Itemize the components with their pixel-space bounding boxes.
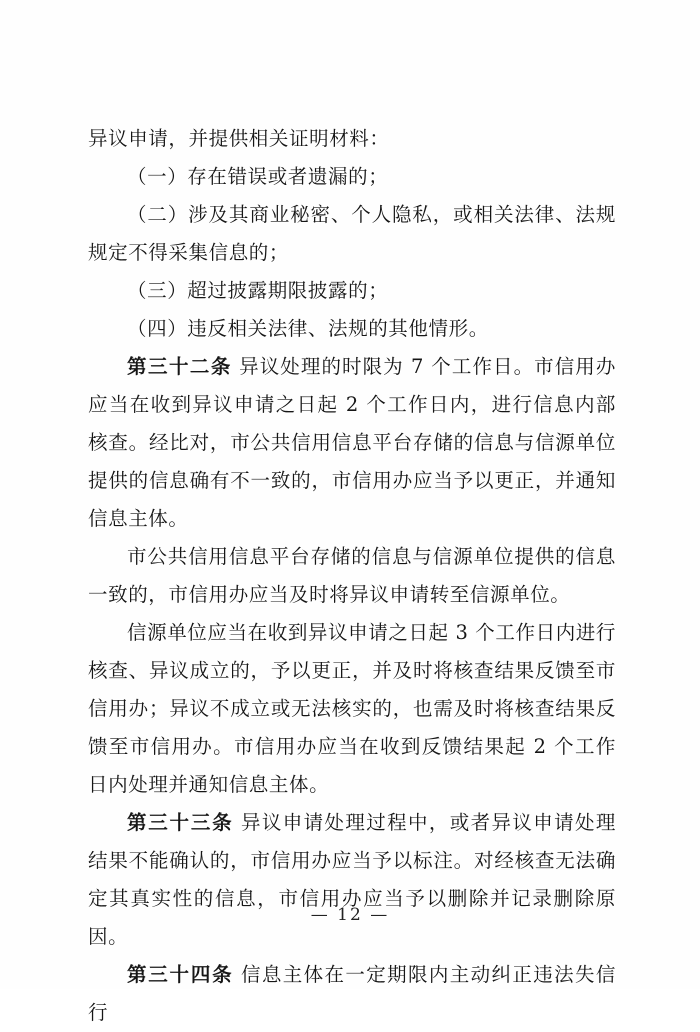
article-heading-34: 第三十四条: [127, 963, 234, 986]
paragraph-8: [88, 614, 616, 804]
paragraph-text: 市公共信用信息平台存储的信息与信源单位提供的信息一致的，市信用办应当及时将异议申请转至信源单位。: [88, 545, 616, 606]
paragraph-text: 异议处理的时限为 7 个工作日。市信用办应当在收到异议申请之日起 2 个工作日内，进行信息内部核查。经比对，市公共信用信息平台存储的信息与信源单位提供的信息确有不一致的，市信用办应当予以更正，并通知信息主体。: [88, 355, 616, 530]
paragraph-text: （二）涉及其商业秘密、个人隐私，或相关法律、法规规定不得采集信息的；: [88, 203, 616, 264]
paragraph-2: [88, 158, 616, 196]
page-number: — 12 —: [310, 905, 390, 925]
paragraph-text: （一）存在错误或者遗漏的；: [127, 165, 389, 188]
paragraph-1: [88, 120, 616, 158]
paragraph-4: [88, 272, 616, 310]
paragraph-text: 异议申请处理过程中，或者异议申请处理结果不能确认的，市信用办应当予以标注。对经核查无法确定其真实性的信息，市信用办应当予以删除并记录删除原因。: [88, 811, 616, 948]
document-body: [88, 120, 616, 1032]
paragraph-text: （四）违反相关法律、法规的其他情形。: [127, 317, 489, 340]
paragraph-9: [88, 804, 616, 956]
paragraph-6: [88, 348, 616, 538]
paragraph-10: [88, 956, 616, 1032]
paragraph-7: [88, 538, 616, 614]
article-heading-32: 第三十二条: [127, 355, 232, 378]
paragraph-text: 信息主体在一定期限内主动纠正违法失信行: [88, 963, 616, 1024]
paragraph-3: [88, 196, 616, 272]
paragraph-text: 异议申请，并提供相关证明材料：: [88, 127, 390, 150]
page-footer: [0, 905, 700, 925]
paragraph-text: 信源单位应当在收到异议申请之日起 3 个工作日内进行核查、异议成立的，予以更正，并及时将核查结果反馈至市信用办；异议不成立或无法核实的，也需及时将核查结果反馈至市信用办。市信用办应当在收到反馈结果起 2 个工作日内处理并通知信息主体。: [88, 621, 616, 796]
article-heading-33: 第三十三条: [127, 811, 234, 834]
paragraph-text: （三）超过披露期限披露的；: [127, 279, 389, 302]
paragraph-5: [88, 310, 616, 348]
